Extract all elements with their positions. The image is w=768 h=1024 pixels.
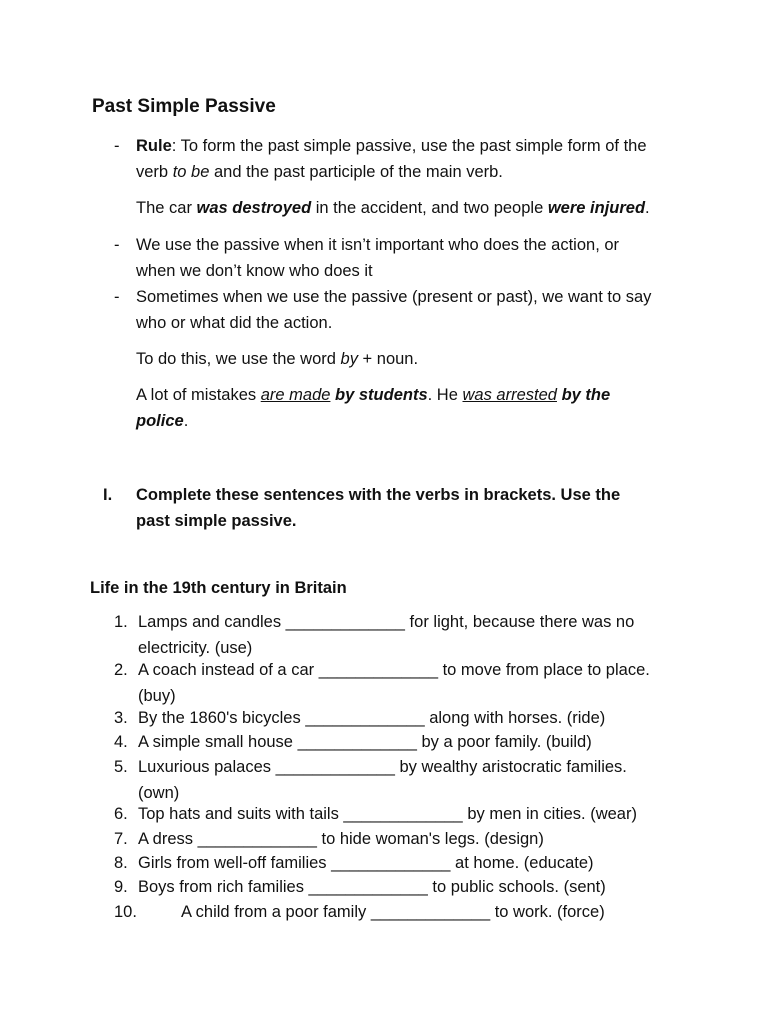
bullet-dash: - (114, 137, 120, 155)
by-rule: To do this, we use the word by + noun. (136, 350, 419, 368)
page-title: Past Simple Passive (92, 96, 276, 117)
bullet-passive-use: We use the passive when it isn’t important who does the action, or when we don’t know who does it (136, 236, 620, 280)
rule-line-2: verb to be and the past participle of the main verb. (136, 163, 503, 181)
worksheet-page: Past Simple Passive - Rule: To form the past simple passive, use the past simple form of the verb to be and the past participle of the main verb. The car was destroyed in the accident, and two people were injured. - We use the passive when it isn’t important who does the action, or when we don’t know who does it - Sometimes when we use the passive (present or past), we want to say who or what did the action. To do this, we use the word by + noun. A lot of mistakes are made by students. He was arrested by the police. I. Complete these sentences with the verbs in brackets. Use the past simple passive. Life in the 19th century in Britain 1. Lamps and candles _____________ for light, because there was no electricity. (use) 2. A coach instead of a car _____________ to move from place to place. (buy) 3. By the 1860's bicycles _____________ along with horses. (ride) 4. A simple small house _____________ by a poor family. (build) 5. Luxurious palaces _____________ by wealthy aristocratic families. (own) 6. Top hats and suits with tails _____________ by men in cities. (wear) 7. A dress _____________ to hide woman's legs. (design) 8. Girls from well-off families _____________ at home. (educate) 9. Boys from rich families _____________ to public schools. (sent) 10. A child from a poor family _____________ to work. (force) (0, 0, 768, 1024)
section-subtitle: Life in the 19th century in Britain (90, 579, 347, 597)
rule-paragraph (136, 133, 726, 185)
example-sentence-1: The car was destroyed in the accident, and two people were injured. (136, 199, 650, 217)
bullet-dash: - (114, 236, 120, 254)
exercise-instructions: Complete these sentences with the verbs in brackets. Use the past simple passive. (136, 486, 621, 530)
rule-label: Rule (136, 137, 172, 155)
example-sentence-2: A lot of mistakes are made by students. He was arrested by the police. (136, 386, 611, 430)
bullet-dash: - (114, 288, 120, 306)
exercise-numeral: I. (103, 486, 113, 504)
rule-line-1: Rule: To form the past simple passive, use the past simple form of the (136, 137, 647, 155)
bullet-agent: Sometimes when we use the passive (present or past), we want to say who or what did the action. (136, 288, 652, 332)
